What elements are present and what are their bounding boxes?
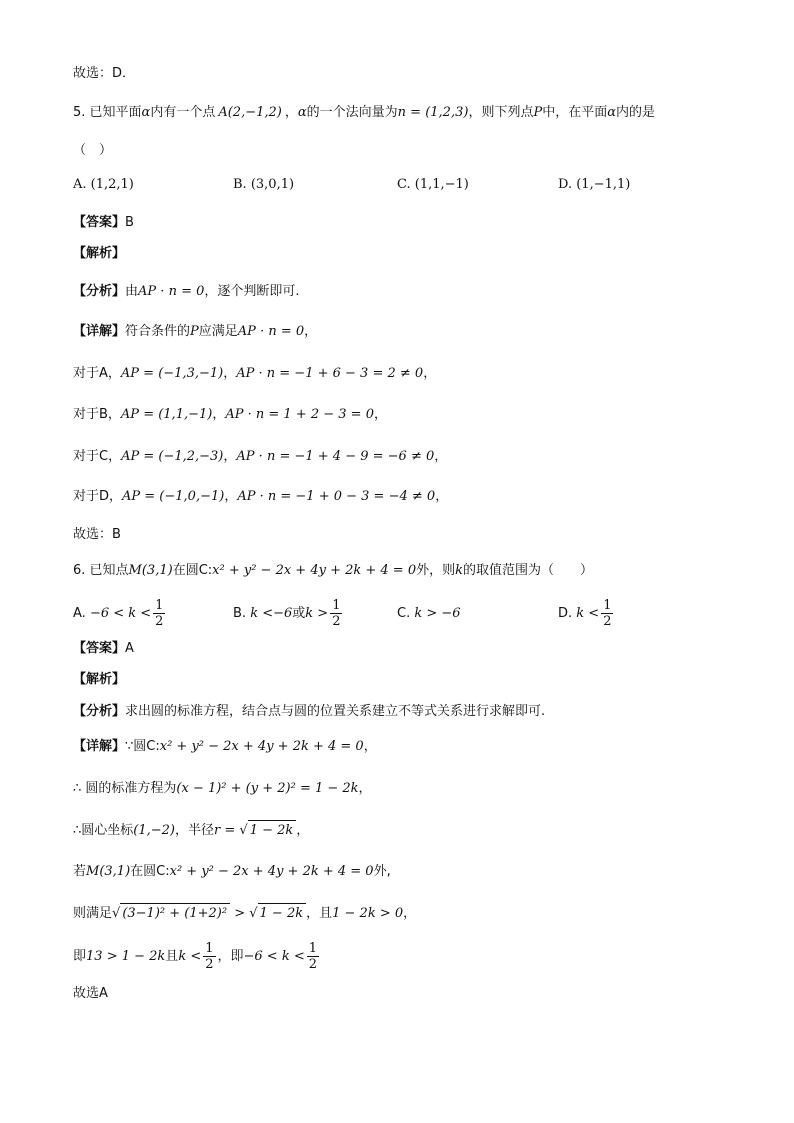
option-math: k <−6 [250, 606, 293, 621]
q6-detail-line5: 则满足√ (3−1)² + (1+2)² > √ 1 − 2k ，且1 − 2k > 0， [73, 903, 416, 924]
separator: ， [434, 449, 448, 464]
case-dot: AP · n = −1 + 6 − 3 = 2 ≠ 0 [236, 366, 424, 381]
detail-text: ， [304, 324, 318, 339]
detail-text: ，即 [217, 949, 244, 964]
fraction-numerator: 1 [308, 941, 318, 956]
detail-text: 则满足 [73, 906, 113, 921]
case-dot: AP · n = −1 + 0 − 3 = −4 ≠ 0 [237, 489, 436, 504]
option-letter: D. [558, 606, 573, 621]
point-p: P [533, 105, 543, 120]
q5-option-d: D. (1,−1,1) [558, 177, 631, 192]
radius-sqrt: 1 − 2k [258, 903, 307, 924]
detail-text: 应满足 [198, 324, 238, 339]
alpha-symbol: α [607, 105, 616, 120]
q5-case-b [73, 405, 387, 425]
q5-stem-text: 内有一个点 [150, 105, 216, 120]
q6-stem-text: 在圆C: [172, 563, 213, 578]
answer-tag: 【答案】 [73, 215, 126, 230]
distance-sqrt: (3−1)² + (1+2)² [120, 903, 230, 924]
point-m: M(3,1) [86, 864, 131, 879]
inequality: 1 − 2k > 0 [332, 906, 404, 921]
q6-answer [73, 639, 134, 659]
fenxi-tag: 【分析】 [73, 704, 126, 719]
detail-text: 外, [373, 864, 391, 879]
fenxi-text: 求出圆的标准方程，结合点与圆的位置关系建立不等式关系进行求解即可. [125, 704, 546, 719]
case-vector: AP = (−1,0,−1) [122, 489, 225, 504]
detail-text: ∵圆C: [125, 739, 160, 754]
fenxi-tag: 【分析】 [73, 284, 126, 299]
q5-stem [73, 103, 655, 123]
option-math: k < [576, 606, 600, 621]
q5-option-c: C. (1,1,−1) [397, 177, 469, 192]
radius-expr: r = [214, 823, 236, 838]
q6-detail-line1 [73, 737, 377, 757]
q5-case-c [73, 447, 447, 467]
point-m: M(3,1) [128, 563, 173, 578]
detail-text: 若 [73, 864, 87, 879]
separator: ， [423, 366, 437, 381]
option-math: k > [305, 606, 329, 621]
fraction-numerator: 1 [155, 598, 164, 613]
option-math: −6 < k < [89, 606, 152, 621]
q5-analysis-tag: 【解析】 [73, 246, 126, 261]
fraction-half [601, 598, 613, 629]
q6-option-d [558, 598, 615, 629]
fraction-denominator: 2 [332, 614, 341, 629]
q5-stem-text: 5. 已知平面 [73, 105, 142, 120]
q5-stem-text: 内的是 [616, 105, 656, 120]
option-math: k > −6 [414, 606, 461, 621]
answer-tag: 【答案】 [73, 641, 126, 656]
alpha-symbol: α [141, 105, 151, 120]
q5-stem-text: ， [284, 105, 298, 120]
q6-detail-line3: ∴圆心坐标(1,−2)，半径r = √ 1 − 2k ， [73, 820, 309, 841]
alpha-symbol: α [297, 105, 307, 120]
circle-center: (1,−2) [133, 823, 175, 838]
fraction-numerator: 1 [603, 598, 612, 613]
q5-option-a: A. (1,2,1) [73, 177, 134, 192]
case-label: 对于D， [73, 489, 123, 504]
q6-detail-line6 [73, 941, 321, 972]
case-label: 对于A， [73, 366, 121, 381]
radius-sqrt: 1 − 2k [248, 820, 297, 841]
fraction-half [307, 941, 319, 972]
range-result: −6 < k < [243, 949, 305, 964]
q6-conclusion: 故选A [73, 986, 108, 1001]
detail-text: ∴ 圆的标准方程为 [73, 781, 177, 796]
q6-fenxi [73, 702, 545, 722]
q5-conclusion: 故选：B [73, 527, 121, 542]
fenxi-text: 由 [125, 284, 139, 299]
option-letter: A. [73, 606, 86, 621]
detail-text: 在圆C: [130, 864, 170, 879]
separator: ， [373, 407, 387, 422]
case-vector: AP = (1,1,−1) [120, 407, 213, 422]
q5-paren: （ ） [73, 143, 113, 158]
q6-analysis-tag: 【解析】 [73, 672, 126, 687]
normal-vector: n = (1,2,3) [397, 105, 469, 120]
option-letter: B. [233, 606, 247, 621]
q5-answer [73, 213, 134, 233]
fraction-denominator: 2 [205, 957, 214, 972]
case-vector: AP = (−1,3,−1) [120, 366, 224, 381]
fraction-denominator: 2 [603, 614, 612, 629]
q5-stem-text: ，则下列点 [468, 105, 534, 120]
case-dot: AP · n = 1 + 2 − 3 = 0 [225, 407, 374, 422]
point-a: A(2,−1,2) [218, 105, 282, 120]
separator: ， [223, 449, 237, 464]
q5-stem-text: 的一个法向量为 [306, 105, 398, 120]
q6-option-a [73, 598, 167, 629]
detail-text: 即 [73, 949, 87, 964]
option-or: 或 [292, 606, 306, 621]
circle-equation: x² + y² − 2x + 4y + 2k + 4 = 0 [169, 864, 374, 879]
answer-value: A [125, 641, 134, 656]
fenxi-text: ，逐个判断即可. [204, 284, 300, 299]
point-p: P [190, 324, 199, 339]
q6-stem-text: 外，则 [416, 563, 456, 578]
separator: ， [358, 781, 372, 796]
q5-case-a [73, 364, 436, 384]
q6-option-b [233, 598, 344, 629]
option-letter: C. [397, 606, 411, 621]
q6-stem [73, 561, 593, 581]
q6-option-c [397, 604, 461, 624]
separator: ， [296, 823, 310, 838]
circle-equation: x² + y² − 2x + 4y + 2k + 4 = 0 [159, 739, 364, 754]
separator: ， [403, 906, 417, 921]
q5-case-d [73, 487, 448, 507]
q5-option-b: B. (3,0,1) [233, 177, 295, 192]
variable-k: k [455, 563, 464, 578]
dot-product-expr: AP · n = 0 [237, 324, 305, 339]
greater-than: > [234, 906, 246, 921]
detail-text: ，且 [306, 906, 333, 921]
inequality: k < [178, 949, 202, 964]
standard-equation: (x − 1)² + (y + 2)² = 1 − 2k [176, 781, 359, 796]
fraction-numerator: 1 [332, 598, 341, 613]
fraction-denominator: 2 [308, 957, 318, 972]
case-vector: AP = (−1,2,−3) [121, 449, 224, 464]
q4-conclusion: 故选：D． [73, 66, 136, 81]
dot-product-expr: AP · n = 0 [138, 284, 205, 299]
fraction-half [330, 598, 342, 629]
case-dot: AP · n = −1 + 4 − 9 = −6 ≠ 0 [236, 449, 435, 464]
q5-detail [73, 322, 317, 342]
separator: ， [223, 366, 237, 381]
inequality: 13 > 1 − 2k [86, 949, 166, 964]
circle-equation: x² + y² − 2x + 4y + 2k + 4 = 0 [212, 563, 417, 578]
answer-value: B [125, 215, 134, 230]
separator: ， [224, 489, 238, 504]
q5-stem-text: 中，在平面 [542, 105, 608, 120]
detail-text: 且 [165, 949, 179, 964]
q6-stem-text: 6. 已知点 [73, 563, 129, 578]
q6-detail-line2 [73, 779, 372, 799]
q6-stem-text: 的取值范围为（ ） [463, 563, 594, 578]
detail-text: ，半径 [175, 823, 215, 838]
separator: ， [212, 407, 226, 422]
case-label: 对于B， [73, 407, 121, 422]
detail-tag: 【详解】 [73, 324, 126, 339]
q6-detail-line4 [73, 862, 391, 882]
fraction-denominator: 2 [155, 614, 164, 629]
fraction-half [203, 941, 215, 972]
q5-fenxi [73, 282, 300, 302]
fraction-numerator: 1 [205, 941, 214, 956]
separator: ， [435, 489, 449, 504]
detail-text: ∴圆心坐标 [73, 823, 134, 838]
case-label: 对于C， [73, 449, 122, 464]
fraction-half [153, 598, 165, 629]
detail-tag: 【详解】 [73, 739, 126, 754]
separator: ， [363, 739, 377, 754]
detail-text: 符合条件的 [125, 324, 191, 339]
